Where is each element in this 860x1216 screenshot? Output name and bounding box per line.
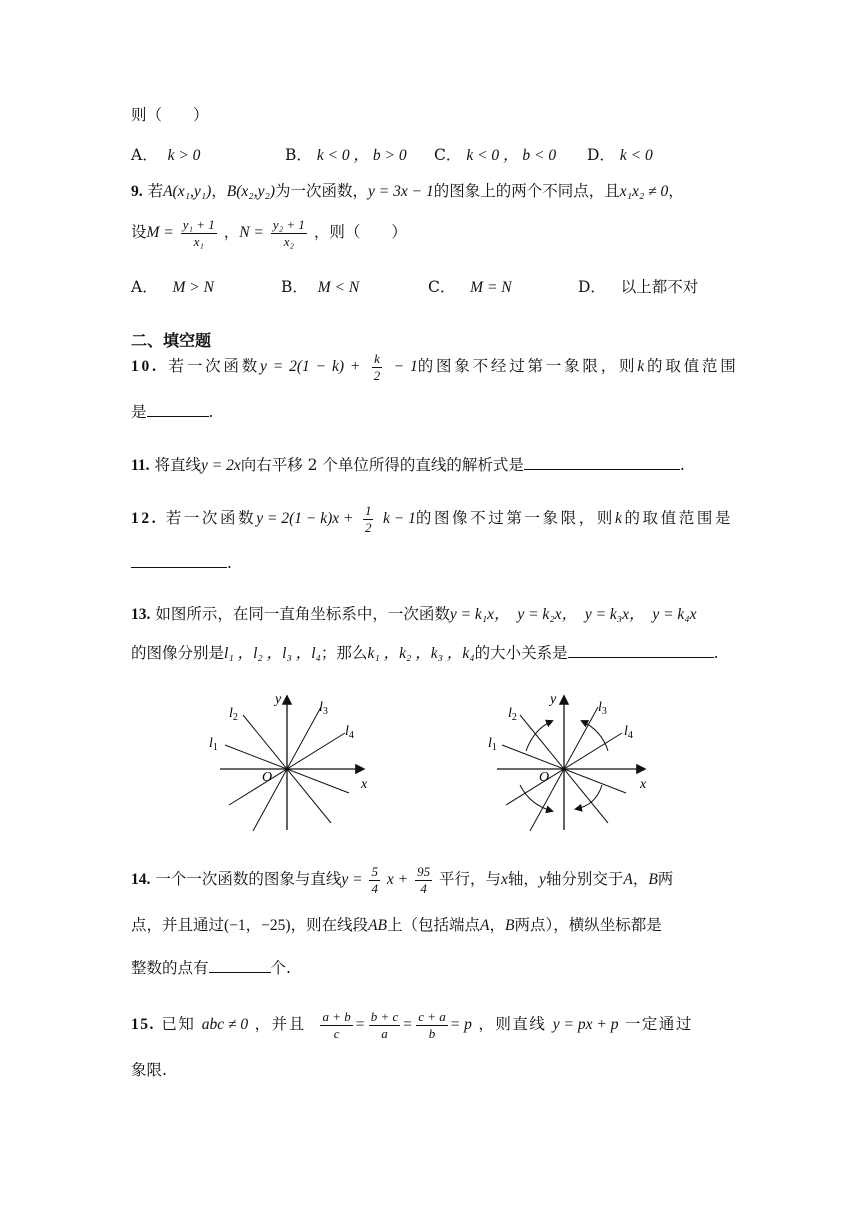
l2-label: $l_2$: [229, 706, 238, 723]
figure-left-lines: [195, 685, 395, 835]
x-label: x: [361, 777, 368, 792]
y-label: y: [550, 692, 557, 707]
q14-fraction-intercept: $\frac{95}{4}$: [417, 864, 431, 896]
q14-stem-line2: 点，并且通过(−1，−25)，则在线段AB上（包括端点A，B两点），横纵坐标都是: [131, 916, 662, 934]
q15-fraction-3: $\frac{c + a}{b}$: [418, 1009, 446, 1041]
q12-answer-blank: [131, 553, 227, 568]
q15-fraction-1: $\frac{a + b}{c}$: [322, 1009, 351, 1041]
rotation-arrow-upper-right: [582, 721, 608, 751]
q10-answer-blank: [147, 402, 209, 417]
q13-answer-blank: [568, 643, 714, 658]
rotation-arrow-upper-left: [526, 721, 552, 751]
q14-answer-blank: [209, 958, 271, 973]
l1-label: $l_1$: [209, 736, 218, 753]
q9-option-d: D． 以上都不对: [578, 278, 699, 296]
q11-answer-blank: [524, 455, 680, 470]
q10-stem-line2: 是 .: [131, 403, 214, 421]
q11-stem: 11. 将直线y = 2x向右平移 2 个单位所得的直线的解析式是 .: [131, 456, 685, 474]
q9-stem-line1: 9. 若A(x₁,y₁)，B(x₂,y₂)为一次函数，y = 3x − 1的图象上的两个不同点，且x₁x₂ ≠ 0，: [131, 182, 684, 200]
q8-option-d: D． k < 0: [587, 146, 653, 164]
q15-stem-line1: 15. 已知 abc ≠ 0 ，并且 $\frac{a + b}{c}$ = $\frac{b + c}{a}$ = $\frac{c + a}{b}$ = p ，则直线 y = px + p 一定通过: [131, 1009, 693, 1041]
section-title-fill-in: 二、填空题: [131, 331, 212, 350]
q8-option-c: C． k < 0 ， b < 0: [434, 146, 557, 164]
q8-option-b: B． k < 0 ， b > 0: [285, 146, 407, 164]
q15-fraction-2: $\frac{b + c}{a}$: [370, 1009, 399, 1041]
q10-fraction: $\frac{k}{2}$: [373, 351, 381, 383]
l3-label: $l_3$: [319, 700, 328, 717]
y-label: y: [275, 692, 282, 707]
q9-stem-line2: 设M = $\frac{\text{y₁ + 1}}{\text{x₁}}$ ，N = $\frac{\text{y₂ + 1}}{\text{x₂}}$ ，则（ ）: [131, 217, 407, 249]
q14-stem-line1: 14. 一个一次函数的图象与直线y = $\frac{5}{4}$ x + $\frac{95}{4}$ 平行，与x轴，y轴分别交于A，B两: [131, 864, 674, 896]
l1-label: $l_1$: [488, 736, 497, 753]
q10-stem-line1: 10. 若一次函数y = 2(1 − k) + $\frac{k}{2}$ − 1的图象不经过第一象限，则k的取值范围: [131, 351, 739, 383]
q13-stem-line1: 13. 如图所示，在同一直角坐标系中，一次函数y = k₁x， y = k₂x， y = k₃x， y = k₄x: [131, 605, 697, 623]
rotation-arrow-lower-left: [520, 785, 552, 811]
origin-label: O: [539, 770, 550, 785]
l4-label: $l_4$: [345, 724, 354, 741]
q9-fraction-m: $\frac{\text{y₁ + 1}}{\text{x₁}}$: [182, 217, 215, 249]
origin-label: O: [262, 770, 273, 785]
q9-option-b: B． M < N: [281, 278, 360, 296]
q14-stem-line3: 整数的点有 个.: [131, 959, 291, 977]
l4-label: $l_4$: [624, 724, 633, 741]
l2-label: $l_2$: [508, 706, 517, 723]
q8-option-a: A． k > 0: [131, 146, 201, 164]
q14-fraction-slope: $\frac{5}{4}$: [371, 864, 378, 896]
q9-fraction-n: $\frac{\text{y₂ + 1}}{\text{x₂}}$: [272, 217, 305, 249]
q13-stem-line2: 的图像分别是l₁ ，l₂ ，l₃ ，l₄；那么k₁ ，k₂ ，k₃ ，k₄的大小关系是 .: [131, 644, 719, 662]
l3-label: $l_3$: [598, 700, 607, 717]
figure-right-lines-with-arrows: [472, 685, 672, 835]
q12-fraction: $\frac{1}{2}$: [364, 503, 372, 535]
q12-stem-line1: 12. 若一次函数y = 2(1 − k)x + $\frac{1}{2}$ k − 1的图像不过第一象限，则k的取值范围是: [131, 503, 734, 535]
q9-option-a: A． M > N: [131, 278, 214, 296]
q8-stem-tail: 则（ ）: [131, 106, 209, 124]
q15-stem-line2: 象限.: [131, 1061, 167, 1079]
q9-option-c: C． M = N: [428, 278, 512, 296]
x-label: x: [640, 777, 647, 792]
q12-stem-line2: .: [131, 553, 232, 572]
